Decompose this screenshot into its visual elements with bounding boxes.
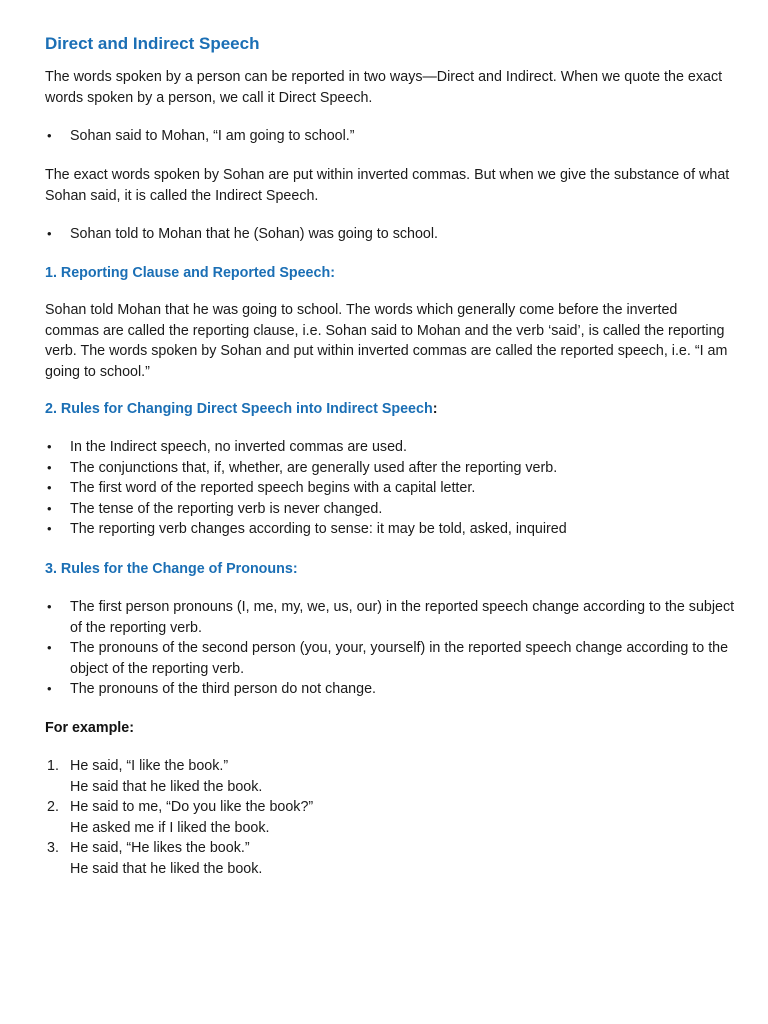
bullet-icon: •	[47, 459, 52, 475]
direct-example-list	[45, 126, 735, 147]
list-item	[45, 126, 735, 147]
list-item	[45, 797, 735, 838]
bullet-icon: •	[47, 500, 52, 516]
list-item-text: The pronouns of the third person do not change.	[70, 681, 377, 697]
list-item-text: The reporting verb changes according to sense: it may be told, asked, inquired	[70, 521, 567, 537]
list-item	[45, 679, 735, 700]
list-item-number: 3.	[47, 840, 59, 856]
section-3-heading-colon: :	[292, 561, 298, 577]
list-item-text: Sohan told to Mohan that he (Sohan) was going to school.	[70, 226, 438, 242]
example-indirect: He said that he liked the book.	[70, 860, 263, 877]
section-1-heading-text: 1. Reporting Clause and Reported Speech	[45, 265, 331, 281]
list-item	[45, 458, 735, 479]
list-item-text: The tense of the reporting verb is never changed.	[70, 500, 383, 517]
section-3-rules-list	[45, 597, 735, 700]
list-item	[45, 499, 735, 520]
bullet-icon: •	[47, 226, 52, 241]
list-item	[45, 597, 735, 638]
bullet-icon: •	[47, 599, 52, 614]
section-1-heading	[45, 263, 335, 283]
section-3-heading	[45, 559, 298, 579]
list-item-text: The first person pronouns (I, me, my, we, us, our) in the reported speech change according to the subject of the reporting verb.	[70, 599, 735, 636]
list-item	[45, 838, 735, 879]
bullet-icon: •	[47, 480, 52, 495]
example-direct: He said, “I like the book.”	[70, 758, 229, 774]
example-label: For example:	[45, 720, 134, 736]
examples-list	[45, 756, 735, 879]
bullet-icon: •	[47, 521, 52, 536]
section-1-body: Sohan told Mohan that he was going to school. The words which generally come before the inverted commas are called the reporting clause, i.e. Sohan said to Mohan and the verb ‘said’, is called the reporting verb. The words spoken by Sohan and put within inverted commas are called the reported speech, i.e. “I am going to school.”	[45, 302, 728, 380]
list-item-number: 1.	[47, 758, 59, 774]
list-item	[45, 519, 735, 540]
page-title: Direct and Indirect Speech	[45, 34, 260, 53]
list-item-text: The conjunctions that, if, whether, are generally used after the reporting verb.	[70, 459, 558, 476]
bullet-icon: •	[47, 439, 52, 454]
intro-paragraph: The words spoken by a person can be reported in two ways—Direct and Indirect. When we quote the exact words spoken by a person, we call it Direct Speech.	[45, 69, 723, 106]
list-item	[45, 638, 735, 679]
section-2-rules-list	[45, 437, 735, 540]
list-item	[45, 437, 735, 458]
inverted-commas-paragraph: The exact words spoken by Sohan are put within inverted commas. But when we give the substance of what Sohan said, it is called the Indirect Speech.	[45, 167, 730, 204]
example-indirect: He said that he liked the book.	[70, 778, 263, 795]
section-2-heading-text: 2. Rules for Changing Direct Speech into Indirect Speech	[45, 401, 433, 417]
list-item-text: Sohan said to Mohan, “I am going to school.”	[70, 128, 355, 144]
list-item	[45, 756, 735, 797]
example-direct: He said, “He likes the book.”	[70, 840, 250, 856]
bullet-icon: •	[47, 681, 52, 696]
list-item-number: 2.	[47, 799, 59, 815]
list-item-text: The pronouns of the second person (you, your, yourself) in the reported speech change according to the object of the reporting verb.	[70, 640, 729, 677]
section-1-heading-colon: :	[330, 265, 335, 281]
indirect-example-list	[45, 224, 735, 245]
bullet-icon: •	[47, 640, 52, 655]
bullet-icon: •	[47, 128, 52, 143]
example-direct: He said to me, “Do you like the book?”	[70, 799, 314, 815]
example-indirect: He asked me if I liked the book.	[70, 819, 270, 836]
list-item	[45, 224, 735, 245]
list-item-text: In the Indirect speech, no inverted commas are used.	[70, 439, 407, 455]
section-2-heading	[45, 399, 437, 419]
section-2-heading-colon: :	[432, 401, 438, 417]
list-item	[45, 478, 735, 499]
section-3-heading-text: 3. Rules for the Change of Pronouns	[45, 561, 293, 577]
list-item-text: The first word of the reported speech begins with a capital letter.	[70, 480, 476, 496]
